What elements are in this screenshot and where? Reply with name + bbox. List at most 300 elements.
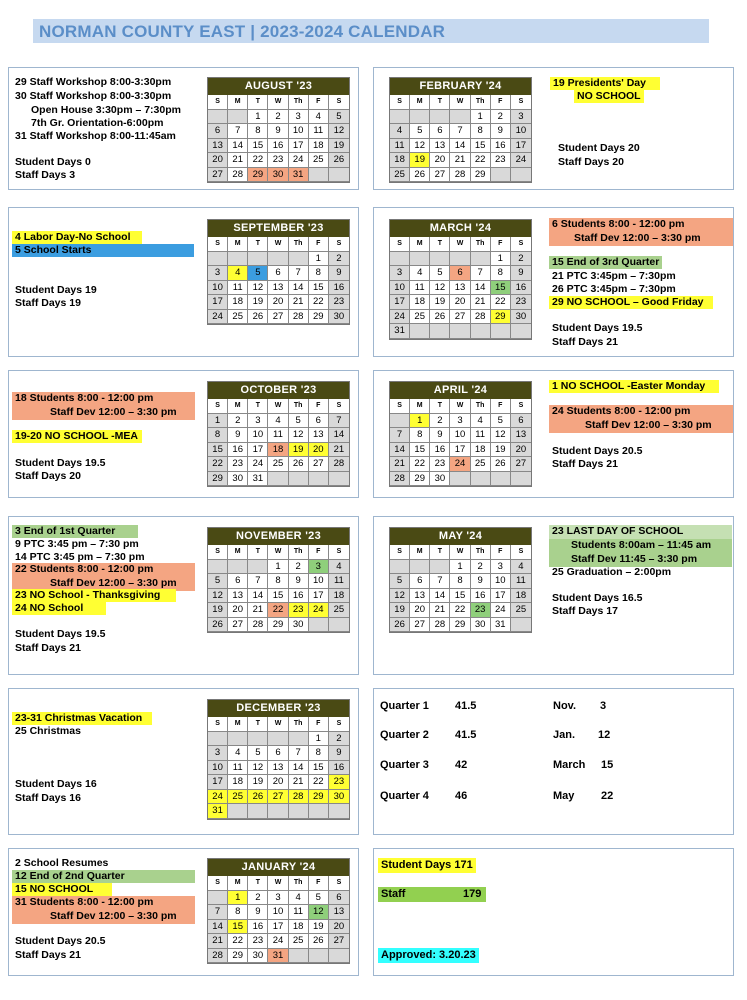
week-row — [208, 891, 349, 906]
weekday-label: Th — [289, 95, 309, 110]
empty-day — [511, 324, 531, 339]
weekday-label: Th — [471, 237, 491, 252]
day-cell: 1 — [309, 252, 329, 267]
day-cell: 23 — [329, 775, 349, 790]
day-cell: 10 — [511, 124, 531, 139]
day-cell: 8 — [471, 124, 491, 139]
note-end-quarter: 3 End of 1st Quarter — [12, 525, 138, 538]
day-cell: 4 — [471, 414, 491, 429]
weekday-label: W — [268, 399, 288, 414]
day-cell: 8 — [268, 574, 288, 589]
note-christmas-vacation: 23-31 Christmas Vacation — [12, 712, 152, 725]
day-cell: 1 — [410, 414, 430, 429]
empty-day — [208, 560, 228, 575]
day-cell: 14 — [248, 589, 268, 604]
note-christmas: 25 Christmas — [15, 725, 81, 737]
empty-day — [289, 732, 309, 747]
weekday-label: M — [228, 545, 248, 560]
day-cell: 2 — [329, 252, 349, 267]
day-cell: 26 — [248, 790, 268, 805]
empty-day — [309, 168, 329, 183]
month-count-label: March — [553, 759, 586, 771]
day-cell: 18 — [410, 295, 430, 310]
day-cell: 31 — [289, 168, 309, 183]
week-row — [208, 589, 349, 604]
staff-days: Staff Days 20 — [558, 156, 624, 168]
empty-day — [329, 949, 349, 964]
day-cell: 6 — [268, 746, 288, 761]
day-cell: 24 — [248, 457, 268, 472]
day-cell: 22 — [248, 153, 268, 168]
month-title: DECEMBER '23 — [208, 700, 349, 717]
day-cell: 8 — [309, 746, 329, 761]
student-days: Student Days 20.5 — [15, 935, 106, 947]
day-cell: 24 — [450, 457, 470, 472]
day-cell: 20 — [228, 603, 248, 618]
day-cell: 18 — [309, 139, 329, 154]
weekday-label: S — [329, 717, 349, 732]
week-row — [208, 139, 349, 154]
day-cell: 28 — [471, 310, 491, 325]
day-cell: 26 — [390, 618, 410, 633]
week-row — [208, 761, 349, 776]
student-days: Student Days 19.5 — [552, 322, 643, 334]
week-row — [208, 746, 349, 761]
day-cell: 6 — [208, 124, 228, 139]
day-cell: 19 — [248, 775, 268, 790]
approved-date: Approved: 3.20.23 — [378, 948, 479, 963]
week-row — [390, 281, 531, 296]
day-cell: 22 — [309, 775, 329, 790]
day-cell: 13 — [410, 589, 430, 604]
day-cell: 10 — [268, 905, 288, 920]
note-labor-day: 4 Labor Day-No School — [12, 231, 142, 244]
note: 7th Gr. Orientation-6:00pm — [31, 117, 164, 129]
day-cell: 24 — [491, 603, 511, 618]
day-cell: 27 — [208, 168, 228, 183]
empty-day — [289, 804, 309, 819]
week-row — [390, 252, 531, 267]
day-cell: 21 — [228, 153, 248, 168]
week-row — [208, 790, 349, 805]
day-cell: 5 — [491, 414, 511, 429]
day-cell: 18 — [329, 589, 349, 604]
staff-days: Staff Days 21 — [15, 949, 81, 961]
week-row — [208, 414, 349, 429]
month-count-label: Nov. — [553, 700, 577, 712]
empty-day — [289, 472, 309, 487]
day-cell: 12 — [390, 589, 410, 604]
student-days: Student Days 19.5 — [15, 457, 106, 469]
note-ptc: 9 PTC 3:45 pm – 7:30 pm — [15, 538, 139, 550]
day-cell: 15 — [208, 443, 228, 458]
weekday-label: T — [430, 237, 450, 252]
day-cell: 20 — [430, 153, 450, 168]
weekday-label: Th — [289, 876, 309, 891]
day-cell: 13 — [268, 761, 288, 776]
empty-day — [491, 168, 511, 183]
day-cell: 28 — [289, 310, 309, 325]
weekday-label: S — [208, 237, 228, 252]
empty-day — [491, 324, 511, 339]
day-cell: 18 — [511, 589, 531, 604]
week-row — [390, 310, 531, 325]
week-row — [390, 124, 531, 139]
day-cell: 6 — [450, 266, 470, 281]
day-cell: 12 — [309, 905, 329, 920]
month-count-label: Jan. — [553, 729, 576, 741]
note-mea: 19-20 NO SCHOOL -MEA — [12, 430, 142, 443]
month-title: AUGUST '23 — [208, 78, 349, 95]
week-row — [208, 905, 349, 920]
empty-day — [228, 252, 248, 267]
empty-day — [410, 324, 430, 339]
quarter-label: Quarter 3 — [380, 759, 429, 771]
note-graduation: 25 Graduation – 2:00pm — [552, 566, 672, 578]
weekday-label: M — [410, 545, 430, 560]
month-count-value: 15 — [601, 759, 614, 771]
weekday-label: S — [390, 545, 410, 560]
day-cell: 16 — [329, 761, 349, 776]
weekday-label: S — [390, 237, 410, 252]
month-count-value: 3 — [600, 700, 607, 712]
page-title: NORMAN COUNTY EAST | 2023-2024 CALENDAR — [33, 19, 709, 43]
day-cell: 11 — [309, 124, 329, 139]
weekday-header — [390, 95, 531, 110]
weekday-label: F — [309, 717, 329, 732]
day-cell: 28 — [208, 949, 228, 964]
week-row — [390, 414, 531, 429]
staff-days: Staff Days 17 — [552, 605, 618, 617]
day-cell: 24 — [309, 603, 329, 618]
empty-day — [309, 804, 329, 819]
day-cell: 22 — [309, 295, 329, 310]
day-cell: 24 — [390, 310, 410, 325]
day-cell: 27 — [268, 310, 288, 325]
day-cell: 30 — [511, 310, 531, 325]
day-cell: 21 — [430, 603, 450, 618]
day-cell: 7 — [248, 574, 268, 589]
day-cell: 30 — [430, 472, 450, 487]
weekday-label: F — [309, 399, 329, 414]
day-cell: 18 — [228, 295, 248, 310]
note-last-day: 23 LAST DAY OF SCHOOL — [549, 525, 732, 539]
day-cell: 4 — [390, 124, 410, 139]
day-cell: 7 — [471, 266, 491, 281]
day-cell: 11 — [471, 428, 491, 443]
weekday-label: S — [511, 95, 531, 110]
day-cell: 25 — [390, 168, 410, 183]
quarter-value: 46 — [455, 790, 468, 802]
day-cell: 10 — [491, 574, 511, 589]
day-cell: 14 — [329, 428, 349, 443]
calendar-september — [207, 219, 350, 325]
day-cell: 6 — [410, 574, 430, 589]
week-row — [208, 732, 349, 747]
day-cell: 25 — [228, 790, 248, 805]
empty-day — [450, 472, 470, 487]
weekday-label: S — [329, 399, 349, 414]
day-cell: 3 — [208, 266, 228, 281]
weekday-header — [390, 399, 531, 414]
day-cell: 17 — [289, 139, 309, 154]
week-row — [390, 139, 531, 154]
day-cell: 17 — [390, 295, 410, 310]
day-cell: 19 — [309, 920, 329, 935]
weekday-label: T — [430, 545, 450, 560]
note-staff-dev: Staff Dev 12:00 – 3:30 pm — [549, 232, 733, 246]
day-cell: 8 — [248, 124, 268, 139]
empty-day — [511, 618, 531, 633]
day-cell: 7 — [289, 746, 309, 761]
day-cell: 6 — [511, 414, 531, 429]
day-cell: 7 — [390, 428, 410, 443]
weekday-label: Th — [471, 545, 491, 560]
week-row — [208, 295, 349, 310]
day-cell: 9 — [268, 124, 288, 139]
day-cell: 10 — [450, 428, 470, 443]
empty-day — [309, 618, 329, 633]
weekday-label: W — [268, 237, 288, 252]
empty-day — [248, 252, 268, 267]
day-cell: 3 — [390, 266, 410, 281]
weekday-label: W — [268, 876, 288, 891]
week-row — [390, 428, 531, 443]
quarter-value: 42 — [455, 759, 468, 771]
empty-day — [390, 560, 410, 575]
day-cell: 27 — [410, 618, 430, 633]
note-students: Students 8:00am – 11:45 am — [549, 539, 732, 553]
empty-day — [471, 472, 491, 487]
day-cell: 1 — [309, 732, 329, 747]
day-cell: 23 — [511, 295, 531, 310]
empty-day — [450, 110, 470, 125]
day-cell: 7 — [430, 574, 450, 589]
day-cell: 9 — [430, 428, 450, 443]
day-cell: 25 — [410, 310, 430, 325]
day-cell: 26 — [289, 457, 309, 472]
empty-day — [329, 168, 349, 183]
weekday-label: F — [491, 95, 511, 110]
day-cell: 16 — [329, 281, 349, 296]
day-cell: 30 — [471, 618, 491, 633]
day-cell: 18 — [471, 443, 491, 458]
weekday-label: W — [450, 237, 470, 252]
day-cell: 28 — [390, 472, 410, 487]
day-cell: 21 — [450, 153, 470, 168]
calendar-january — [207, 858, 350, 964]
day-cell: 4 — [329, 560, 349, 575]
weekday-label: M — [410, 95, 430, 110]
day-cell: 9 — [329, 746, 349, 761]
day-cell: 20 — [309, 443, 329, 458]
empty-day — [248, 560, 268, 575]
empty-day — [248, 732, 268, 747]
day-cell: 31 — [491, 618, 511, 633]
day-cell: 1 — [491, 252, 511, 267]
quarter-label: Quarter 4 — [380, 790, 429, 802]
day-cell: 4 — [228, 266, 248, 281]
day-cell: 8 — [410, 428, 430, 443]
day-cell: 29 — [208, 472, 228, 487]
empty-day — [329, 472, 349, 487]
day-cell: 14 — [390, 443, 410, 458]
empty-day — [410, 110, 430, 125]
empty-day — [208, 732, 228, 747]
day-cell: 11 — [289, 905, 309, 920]
day-cell: 27 — [511, 457, 531, 472]
day-cell: 7 — [228, 124, 248, 139]
day-cell: 5 — [430, 266, 450, 281]
month-title: MARCH '24 — [390, 220, 531, 237]
weekday-label: M — [228, 95, 248, 110]
day-cell: 11 — [228, 761, 248, 776]
day-cell: 8 — [228, 905, 248, 920]
day-cell: 18 — [390, 153, 410, 168]
empty-day — [268, 252, 288, 267]
note-ptc-day: 18 Students 8:00 - 12:00 pm — [12, 392, 195, 406]
day-cell: 19 — [390, 603, 410, 618]
day-cell: 12 — [491, 428, 511, 443]
day-cell: 19 — [248, 295, 268, 310]
day-cell: 10 — [390, 281, 410, 296]
empty-day — [390, 252, 410, 267]
weekday-label: W — [450, 399, 470, 414]
day-cell: 29 — [268, 618, 288, 633]
day-cell: 3 — [450, 414, 470, 429]
day-cell: 16 — [491, 139, 511, 154]
week-row — [208, 428, 349, 443]
empty-day — [208, 110, 228, 125]
day-cell: 30 — [248, 949, 268, 964]
day-cell: 11 — [390, 139, 410, 154]
day-cell: 25 — [268, 457, 288, 472]
weekday-label: S — [390, 399, 410, 414]
day-cell: 28 — [329, 457, 349, 472]
day-cell: 23 — [228, 457, 248, 472]
calendar-december — [207, 699, 350, 820]
calendar-november — [207, 527, 350, 633]
day-cell: 25 — [289, 934, 309, 949]
day-cell: 31 — [268, 949, 288, 964]
note-staff-dev: Staff Dev 12:00 – 3:30 pm — [12, 910, 195, 924]
day-cell: 14 — [471, 281, 491, 296]
day-cell: 25 — [511, 603, 531, 618]
day-cell: 17 — [450, 443, 470, 458]
day-cell: 16 — [268, 139, 288, 154]
note-ptc: 21 PTC 3:45pm – 7:30pm — [552, 270, 676, 282]
day-cell: 12 — [248, 281, 268, 296]
day-cell: 13 — [309, 428, 329, 443]
day-cell: 14 — [430, 589, 450, 604]
weekday-label: T — [248, 95, 268, 110]
day-cell: 15 — [228, 920, 248, 935]
total-student-days: Student Days 171 — [378, 858, 476, 873]
weekday-label: T — [248, 545, 268, 560]
weekday-label: T — [430, 399, 450, 414]
day-cell: 3 — [248, 414, 268, 429]
weekday-label: S — [208, 545, 228, 560]
day-cell: 29 — [248, 168, 268, 183]
week-row — [208, 920, 349, 935]
day-cell: 22 — [491, 295, 511, 310]
day-cell: 8 — [491, 266, 511, 281]
day-cell: 13 — [450, 281, 470, 296]
day-cell: 10 — [289, 124, 309, 139]
day-cell: 5 — [390, 574, 410, 589]
weekday-label: S — [511, 237, 531, 252]
weekday-label: F — [491, 399, 511, 414]
note: Open House 3:30pm – 7:30pm — [31, 104, 181, 116]
empty-day — [248, 804, 268, 819]
day-cell: 11 — [511, 574, 531, 589]
day-cell: 26 — [208, 618, 228, 633]
weekday-label: Th — [471, 95, 491, 110]
month-title: FEBRUARY '24 — [390, 78, 531, 95]
day-cell: 27 — [268, 790, 288, 805]
day-cell: 12 — [410, 139, 430, 154]
note: 31 Staff Workshop 8:00-11:45am — [15, 130, 176, 142]
empty-day — [410, 560, 430, 575]
day-cell: 2 — [329, 732, 349, 747]
week-row — [208, 574, 349, 589]
day-cell: 5 — [329, 110, 349, 125]
note-ptc: 26 PTC 3:45pm – 7:30pm — [552, 283, 676, 295]
weekday-label: S — [329, 545, 349, 560]
day-cell: 30 — [329, 310, 349, 325]
day-cell: 16 — [289, 589, 309, 604]
quarter-value: 41.5 — [455, 729, 477, 741]
day-cell: 9 — [491, 124, 511, 139]
day-cell: 3 — [208, 746, 228, 761]
day-cell: 24 — [511, 153, 531, 168]
day-cell: 22 — [208, 457, 228, 472]
calendar-february — [389, 77, 532, 183]
day-cell: 6 — [309, 414, 329, 429]
week-row — [208, 775, 349, 790]
day-cell: 23 — [430, 457, 450, 472]
day-cell: 15 — [309, 281, 329, 296]
day-cell: 23 — [329, 295, 349, 310]
day-cell: 5 — [410, 124, 430, 139]
week-row — [208, 618, 349, 633]
day-cell: 14 — [208, 920, 228, 935]
day-cell: 17 — [208, 295, 228, 310]
weekday-label: T — [248, 237, 268, 252]
weekday-label: Th — [289, 399, 309, 414]
empty-day — [228, 110, 248, 125]
day-cell: 13 — [329, 905, 349, 920]
day-cell: 5 — [208, 574, 228, 589]
empty-day — [430, 324, 450, 339]
weekday-label: S — [208, 95, 228, 110]
day-cell: 22 — [471, 153, 491, 168]
weekday-header — [208, 545, 349, 560]
calendar-august — [207, 77, 350, 183]
note-no-school: 15 NO SCHOOL — [12, 883, 112, 896]
note-staff-dev: Staff Dev 12:00 – 3:30 pm — [12, 406, 195, 420]
week-row — [208, 560, 349, 575]
day-cell: 10 — [208, 761, 228, 776]
day-cell: 26 — [329, 153, 349, 168]
week-row — [390, 266, 531, 281]
day-cell: 28 — [228, 168, 248, 183]
day-cell: 14 — [450, 139, 470, 154]
weekday-label: M — [228, 717, 248, 732]
weekday-label: Th — [471, 399, 491, 414]
day-cell: 12 — [430, 281, 450, 296]
month-count-value: 22 — [601, 790, 614, 802]
